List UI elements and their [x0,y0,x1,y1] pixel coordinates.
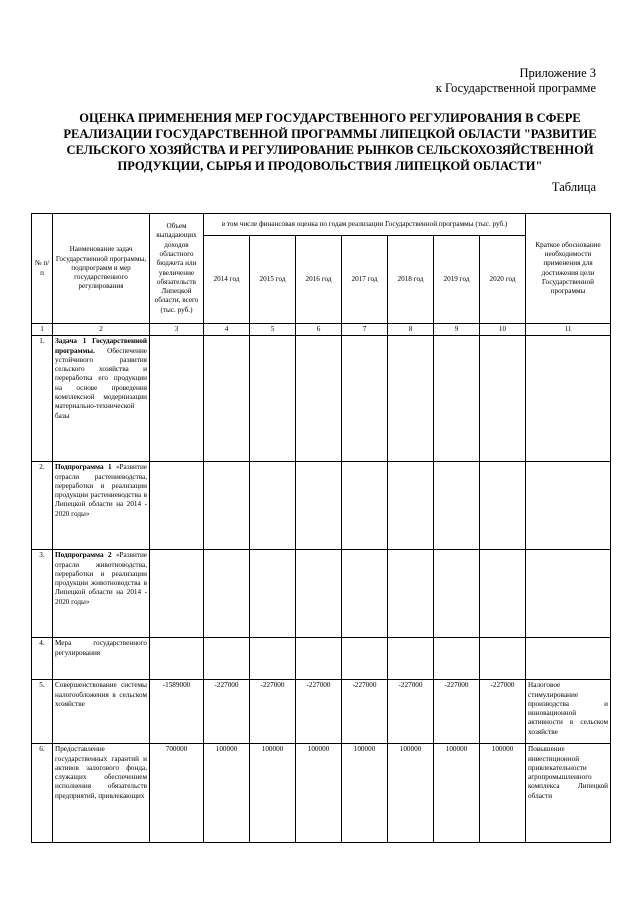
year-value-cell: 100000 [480,744,526,843]
year-value-cell [250,638,296,680]
row-index: 3. [32,550,53,638]
row-index: 1. [32,336,53,462]
header-year-2018: 2018 год [388,236,434,324]
row-index: 6. [32,744,53,843]
task-heading: Задача 1 Государственной программы. [55,337,147,355]
justification-cell: Налоговое стимулирование производства и инновационной активности в сельском хозяйстве [526,680,611,744]
table-row [32,638,611,680]
year-value-cell: -227000 [204,680,250,744]
justification-cell [526,550,611,638]
year-value-cell: -227000 [434,680,480,744]
appendix-reference [436,66,596,96]
header-task: Наименование задач Государственной программы, подпрограмм и мер государственного регулирования [53,214,150,324]
total-value-cell [150,462,204,550]
year-value-cell: 100000 [250,744,296,843]
header-year-2020: 2020 год [480,236,526,324]
table-row [32,680,611,744]
row-index: 2. [32,462,53,550]
header-year-2017: 2017 год [342,236,388,324]
header-num: № п/п [32,214,53,324]
total-value-cell [150,336,204,462]
regulation-measures-table [31,213,611,843]
col-number: 6 [296,324,342,336]
year-value-cell [250,550,296,638]
justification-cell: Повышение инвестиционной привлекательности агропромышленного комплекса Липецкой области [526,744,611,843]
col-number: 10 [480,324,526,336]
year-value-cell [388,462,434,550]
col-number: 8 [388,324,434,336]
task-name-cell [53,680,150,744]
col-number: 1 [32,324,53,336]
year-value-cell [480,638,526,680]
year-value-cell [296,550,342,638]
header-year-2019: 2019 год [434,236,480,324]
total-value-cell [150,638,204,680]
table-row [32,550,611,638]
year-value-cell [342,638,388,680]
year-value-cell [434,462,480,550]
header-total: Объем выпадающих доходов областного бюджета или увеличение обязательств Липецкой области, всего (тыс. руб.) [150,214,204,324]
total-value-cell: 700000 [150,744,204,843]
year-value-cell: -227000 [342,680,388,744]
table-row [32,336,611,462]
header-year-2016: 2016 год [296,236,342,324]
task-text: Совершенствование системы налогообложения в сельском хозяйстве [55,681,147,708]
header-year-2014: 2014 год [204,236,250,324]
column-number-row [32,324,611,336]
task-text: Мера государственного регулирования [55,639,147,657]
task-heading: Подпрограмма 1 [55,463,112,472]
header-year-2015: 2015 год [250,236,296,324]
year-value-cell [388,550,434,638]
year-value-cell [250,336,296,462]
year-value-cell [434,336,480,462]
year-value-cell [296,336,342,462]
task-name-cell [53,462,150,550]
task-name-cell [53,744,150,843]
year-value-cell [342,462,388,550]
col-number: 4 [204,324,250,336]
task-name-cell [53,336,150,462]
justification-cell [526,462,611,550]
total-value-cell [150,550,204,638]
year-value-cell [480,550,526,638]
year-value-cell: 100000 [388,744,434,843]
year-value-cell [204,462,250,550]
task-name-cell [53,638,150,680]
year-value-cell: -227000 [480,680,526,744]
year-value-cell [388,336,434,462]
year-value-cell: -227000 [388,680,434,744]
year-value-cell: -227000 [250,680,296,744]
task-heading: Подпрограмма 2 [55,551,112,560]
task-text: Предоставление государственных гарантий и активов залогового фонда, служащих обеспечением исполнения обязательств предприятий, привлекающих [55,745,147,800]
col-number: 3 [150,324,204,336]
appendix-line-2: к Государственной программе [435,81,596,95]
header-years-group: в том числе финансовая оценка по годам реализации Государственной программы (тыс. руб.) [204,214,526,236]
year-value-cell [204,550,250,638]
row-index: 5. [32,680,53,744]
year-value-cell [204,336,250,462]
task-text: «Развитие отрасли животноводства, переработки и реализации продукции животноводства в Липецкой области на 2014 - 2020 годы» [55,551,147,606]
year-value-cell [434,550,480,638]
col-number: 2 [53,324,150,336]
col-number: 7 [342,324,388,336]
year-value-cell [434,638,480,680]
table-label: Таблица [551,180,596,194]
table-row [32,744,611,843]
year-value-cell [342,336,388,462]
total-value-cell: -1589000 [150,680,204,744]
year-value-cell [480,336,526,462]
col-number: 11 [526,324,611,336]
appendix-line-1: Приложение 3 [519,66,596,80]
col-number: 9 [434,324,480,336]
task-text: Обеспечение устойчивого развития сельского хозяйства и переработка его продукции на основе проведения комплексной модернизации материально-технической базы [55,346,147,420]
year-value-cell: -227000 [296,680,342,744]
year-value-cell [250,462,296,550]
header-note: Краткое обоснование необходимости применения для достижения цели Государственной программы [526,214,611,324]
year-value-cell: 100000 [204,744,250,843]
justification-cell [526,638,611,680]
year-value-cell: 100000 [434,744,480,843]
task-text: «Развитие отрасли растениеводства, переработки и реализации продукции растениеводства в Липецкой области на 2014 - 2020 годы» [55,463,147,518]
task-name-cell [53,550,150,638]
document-title: ОЦЕНКА ПРИМЕНЕНИЯ МЕР ГОСУДАРСТВЕННОГО РЕГУЛИРОВАНИЯ В СФЕРЕ РЕАЛИЗАЦИИ ГОСУДАРСТВЕННОЙ ПРОГРАММЫ ЛИПЕЦКОЙ ОБЛАСТИ "РАЗВИТИЕ СЕЛЬСКОГО ХОЗЯЙСТВА И РЕГУЛИРОВАНИЕ РЫНКОВ СЕЛЬСКОХОЗЯЙСТВЕННОЙ ПРОДУКЦИИ, СЫРЬЯ И ПРОДОВОЛЬСТВИЯ ЛИПЕЦКОЙ ОБЛАСТИ" [63,111,597,173]
justification-cell [526,336,611,462]
row-index: 4. [32,638,53,680]
year-value-cell [296,638,342,680]
year-value-cell [204,638,250,680]
year-value-cell [296,462,342,550]
table-row [32,462,611,550]
year-value-cell: 100000 [296,744,342,843]
year-value-cell: 100000 [342,744,388,843]
year-value-cell [388,638,434,680]
year-value-cell [342,550,388,638]
year-value-cell [480,462,526,550]
col-number: 5 [250,324,296,336]
